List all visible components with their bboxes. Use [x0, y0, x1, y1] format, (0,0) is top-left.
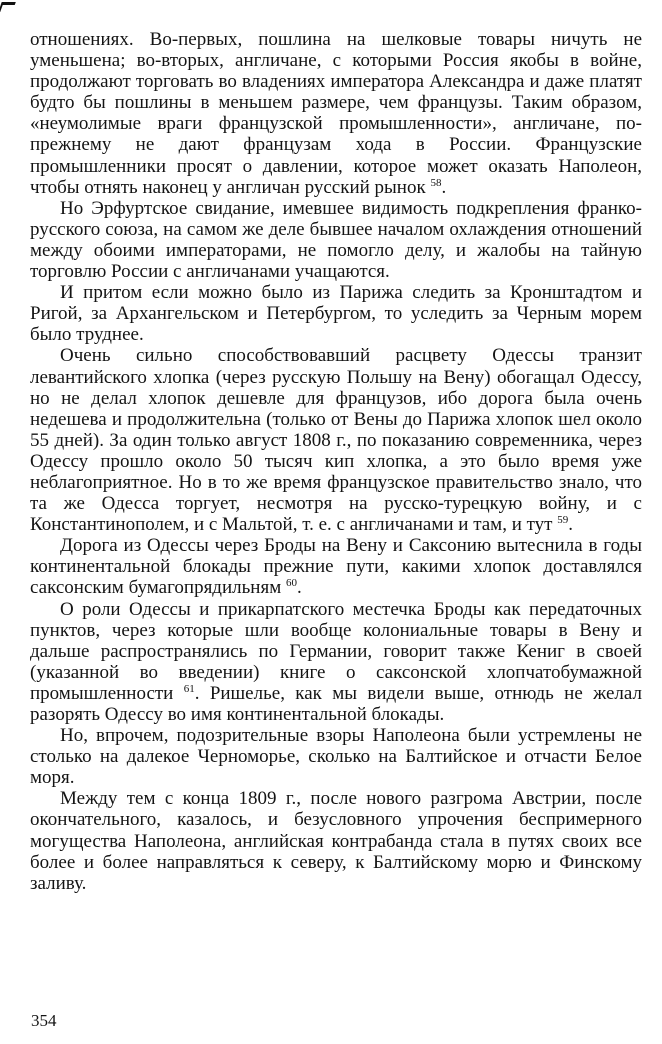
paragraph-6-tail: . Ришелье, как мы видели выше, отнюдь не желал разорять Одессу во имя континентальной блокады. [30, 682, 642, 725]
paragraph-8-text: Между тем с конца 1809 г., после нового разгрома Австрии, после окончательного, казалось, и безусловного упрочения беспримерного могущества Наполеона, английская контрабанда стала в путях своих все более и более направляться к северу, к Балтийскому морю и Финскому заливу. [30, 788, 642, 894]
paragraph-7 [30, 725, 642, 788]
paragraph-5-text: Дорога из Одессы через Броды на Вену и Саксонию вытеснила в годы континентальной блокады прежние пути, какими хлопок доставлялся саксонским бумагопрядильням [30, 535, 642, 599]
paragraph-3-text: И притом если можно было из Парижа следить за Кронштадтом и Ригой, за Архангельском и Петербургом, то уследить за Черным морем было труднее. [30, 282, 642, 346]
paragraph-2 [30, 198, 642, 282]
paragraph-1 [30, 29, 642, 198]
paragraph-1-text: отношениях. Во-первых, пошлина на шелковые товары ничуть не уменьшена; во-вторых, англичане, с которыми Россия якобы в войне, продолжают торговать во владениях императора Александра и даже платят будто бы пошлины в меньшем размере, чем французы. Таким образом, «неумолимые враги французской промышленности», англичане, по-прежнему не дают французам хода в России. Французские промышленники просят о давлении, которое может оказать Наполеон, чтобы отнять наконец у англичан русский рынок [30, 29, 642, 198]
paragraph-6-text: О роли Одессы и прикарпатского местечка Броды как передаточных пунктов, через которые шли вообще колониальные товары в Вену и дальше распространялись по Германии, говорит также Кениг в своей (указанной во введении) книге о саксонской хлопчатобумажной промышленности [30, 598, 642, 704]
paragraph-8 [30, 788, 642, 893]
footnote-ref-60: 60 [285, 577, 297, 590]
footnote-ref-58: 58 [430, 176, 442, 189]
scan-corner-mark [0, 2, 16, 12]
paragraph-6 [30, 599, 642, 726]
paragraph-4 [30, 345, 642, 535]
paragraph-1-tail: . [441, 176, 447, 198]
paragraph-5 [30, 535, 642, 598]
paragraph-7-text: Но, впрочем, подозрительные взоры Наполеона были устремлены не столько на далекое Черноморье, сколько на Балтийское и отчасти Белое моря. [30, 725, 642, 789]
paragraph-3 [30, 282, 642, 345]
page-body-text [30, 29, 642, 894]
paragraph-4-tail: . [568, 514, 573, 536]
paragraph-5-tail: . [296, 577, 302, 599]
paragraph-2-text: Но Эрфуртское свидание, имевшее видимость подкрепления франко-русского союза, на самом же деле бывшее началом охлаждения отношений между обоими императорами, не помогло делу, и жалобы на тайную торговлю России с англичанами учащаются. [30, 197, 642, 283]
paragraph-4-text: Очень сильно способствовавший расцвету Одессы транзит левантийского хлопка (через русскую Польшу на Вену) обогащал Одессу, но не делал хлопок дешевле для французов, ибо дорога была очень недешева и продолжительна (только от Вены до Парижа хлопок шел около 55 дней). За один только август 1808 г., по показанию современника, через Одессу прошло около 50 тысяч кип хлопка, а это было время уже неблагоприятное. Но в то же время французское правительство знало, что та же Одесса торгует, несмотря на русско-турецкую войну, и с Константинополем, и с Мальтой, т. е. с англичанами и там, и тут [30, 345, 642, 536]
page-number: 354 [31, 1011, 57, 1030]
footnote-ref-59: 59 [557, 514, 569, 527]
footnote-ref-61: 61 [183, 682, 195, 695]
